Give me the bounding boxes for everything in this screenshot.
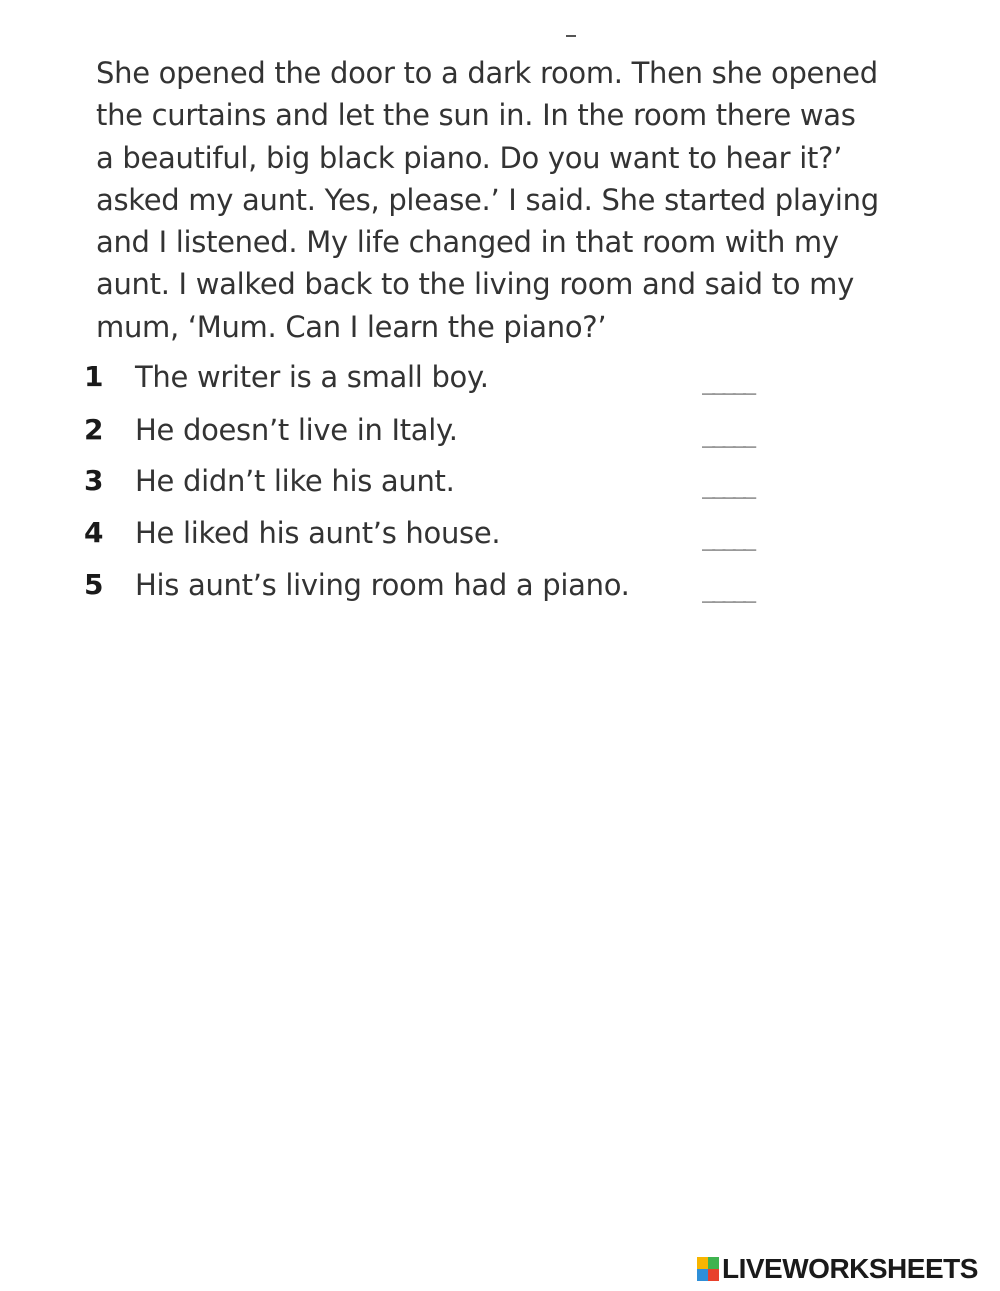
liveworksheets-logo-icon bbox=[697, 1257, 719, 1281]
question-number: 2 bbox=[84, 413, 104, 446]
answer-blank[interactable]: _____ bbox=[702, 474, 754, 499]
liveworksheets-logo[interactable] bbox=[697, 1252, 978, 1286]
question-item-4 bbox=[0, 516, 1000, 568]
passage-line: asked my aunt. Yes, please.’ I said. She started playing bbox=[96, 182, 879, 217]
passage-line: and I listened. My life changed in that room with my bbox=[96, 225, 839, 260]
passage-line: the curtains and let the sun in. In the room there was bbox=[96, 98, 856, 133]
question-item-5 bbox=[0, 568, 1000, 620]
question-text: The writer is a small boy. bbox=[135, 360, 489, 394]
question-item-3 bbox=[0, 464, 1000, 516]
question-item-1 bbox=[0, 360, 1000, 412]
logo-square-4 bbox=[708, 1269, 719, 1281]
logo-square-3 bbox=[697, 1269, 708, 1281]
question-number: 3 bbox=[84, 464, 104, 497]
passage-line: mum, ‘Mum. Can I learn the piano?’ bbox=[96, 309, 607, 344]
answer-blank[interactable]: _____ bbox=[702, 370, 754, 395]
question-text: He didn’t like his aunt. bbox=[135, 464, 455, 498]
passage-line: a beautiful, big black piano. Do you want to hear it?’ bbox=[96, 140, 843, 175]
logo-square-1 bbox=[697, 1257, 708, 1269]
logo-square-2 bbox=[708, 1257, 719, 1269]
question-text: He liked his aunt’s house. bbox=[135, 516, 501, 550]
answer-blank[interactable]: _____ bbox=[702, 578, 754, 603]
passage-line: She opened the door to a dark room. Then she opened bbox=[96, 56, 878, 90]
question-text: He doesn’t live in Italy. bbox=[135, 413, 458, 447]
question-number: 5 bbox=[84, 568, 104, 601]
answer-blank[interactable]: _____ bbox=[702, 423, 754, 448]
question-text: His aunt’s living room had a piano. bbox=[135, 568, 630, 602]
passage-line: aunt. I walked back to the living room and said to my bbox=[96, 267, 854, 302]
question-number: 4 bbox=[84, 516, 104, 549]
question-number: 1 bbox=[84, 360, 104, 393]
answer-blank[interactable]: _____ bbox=[702, 526, 754, 551]
logo-text: LIVEWORKSHEETS bbox=[722, 1253, 978, 1284]
question-item-2 bbox=[0, 413, 1000, 465]
